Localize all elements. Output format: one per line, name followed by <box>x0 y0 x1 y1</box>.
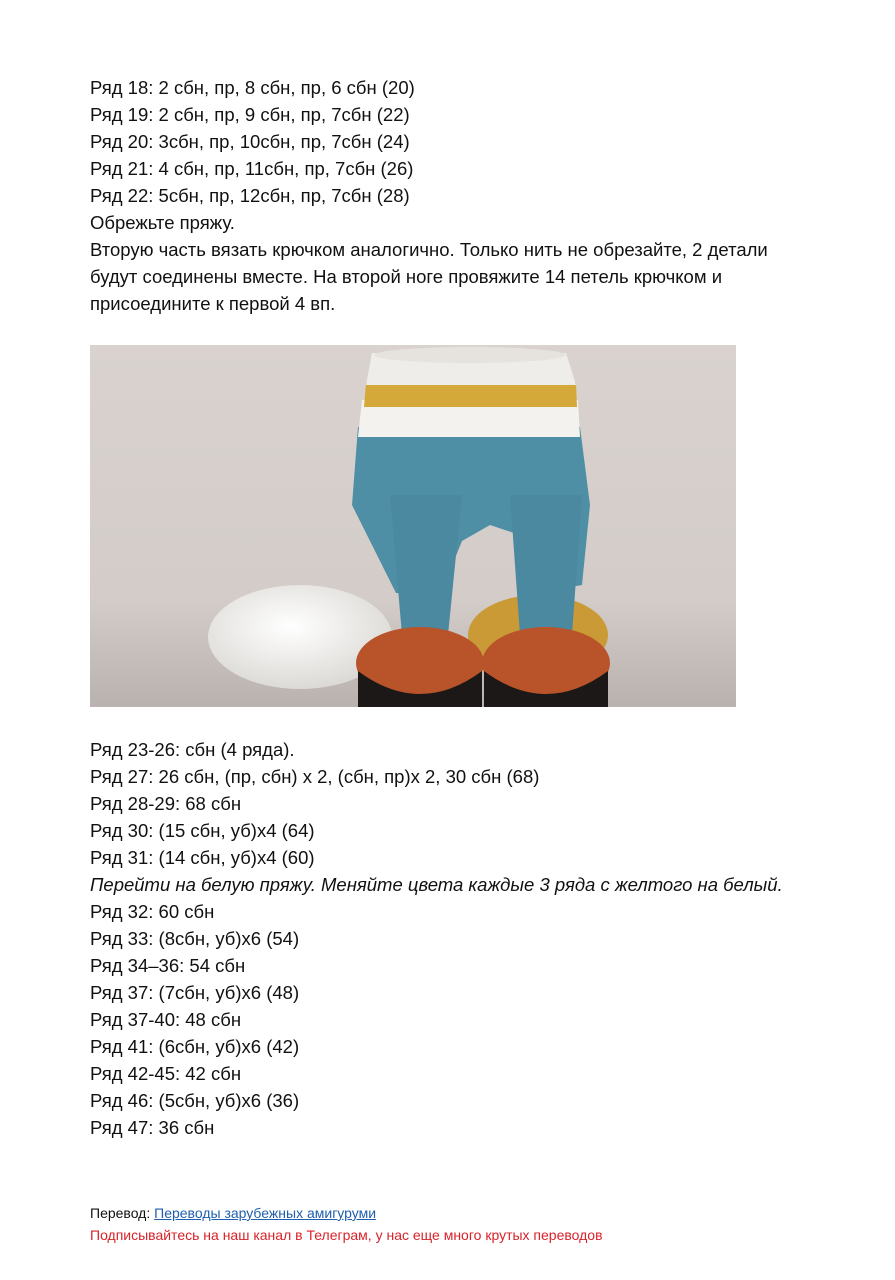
translation-label: Перевод: <box>90 1205 151 1221</box>
row-line: Ряд 37-40: 48 сбн <box>90 1009 242 1030</box>
color-change-note: Перейти на белую пряжу. Меняйте цвета каждые 3 ряда с желтого на белый. <box>90 874 783 895</box>
cut-yarn-text: Обрежьте пряжу. <box>90 212 235 233</box>
footer <box>90 1202 850 1246</box>
row-line: Ряд 34–36: 54 сбн <box>90 955 246 976</box>
crochet-legs-illustration <box>90 345 736 707</box>
telegram-promo: Подписывайтесь на наш канал в Телеграм, у нас еще много крутых переводов <box>90 1227 603 1243</box>
row-line: Ряд 23-26: сбн (4 ряда). <box>90 739 295 760</box>
row-line: Ряд 47: 36 сбн <box>90 1117 215 1138</box>
row-line: Ряд 46: (5сбн, уб)х6 (36) <box>90 1090 300 1111</box>
row-line: Ряд 31: (14 сбн, уб)х4 (60) <box>90 847 315 868</box>
row-line: Ряд 33: (8сбн, уб)х6 (54) <box>90 928 300 949</box>
crochet-legs-photo <box>90 345 736 707</box>
row-line: Ряд 18: 2 сбн, пр, 8 сбн, пр, 6 сбн (20) <box>90 77 415 98</box>
row-line: Ряд 30: (15 сбн, уб)х4 (64) <box>90 820 315 841</box>
row-line: Ряд 42-45: 42 сбн <box>90 1063 242 1084</box>
row-line: Ряд 32: 60 сбн <box>90 901 215 922</box>
row-line: Ряд 22: 5сбн, пр, 12сбн, пр, 7сбн (28) <box>90 185 410 206</box>
row-line: Ряд 19: 2 сбн, пр, 9 сбн, пр, 7сбн (22) <box>90 104 410 125</box>
row-line: Ряд 41: (6сбн, уб)х6 (42) <box>90 1036 300 1057</box>
row-line: Ряд 20: 3сбн, пр, 10сбн, пр, 7сбн (24) <box>90 131 410 152</box>
translation-link[interactable]: Переводы зарубежных амигуруми <box>154 1205 377 1221</box>
translation-credit <box>90 1202 850 1224</box>
instructions-top <box>90 74 810 317</box>
second-part-paragraph: Вторую часть вязать крючком аналогично. Только нить не обрезайте, 2 детали будут соединены вместе. На второй ноге провяжите 14 петель крючком и присоедините к первой 4 вп. <box>90 239 768 314</box>
row-line: Ряд 21: 4 сбн, пр, 11сбн, пр, 7сбн (26) <box>90 158 414 179</box>
yellow-stripe <box>364 383 577 407</box>
instructions-bottom <box>90 736 810 1141</box>
row-line: Ряд 37: (7сбн, уб)х6 (48) <box>90 982 300 1003</box>
row-line: Ряд 27: 26 сбн, (пр, сбн) х 2, (сбн, пр)х 2, 30 сбн (68) <box>90 766 540 787</box>
row-line: Ряд 28-29: 68 сбн <box>90 793 242 814</box>
